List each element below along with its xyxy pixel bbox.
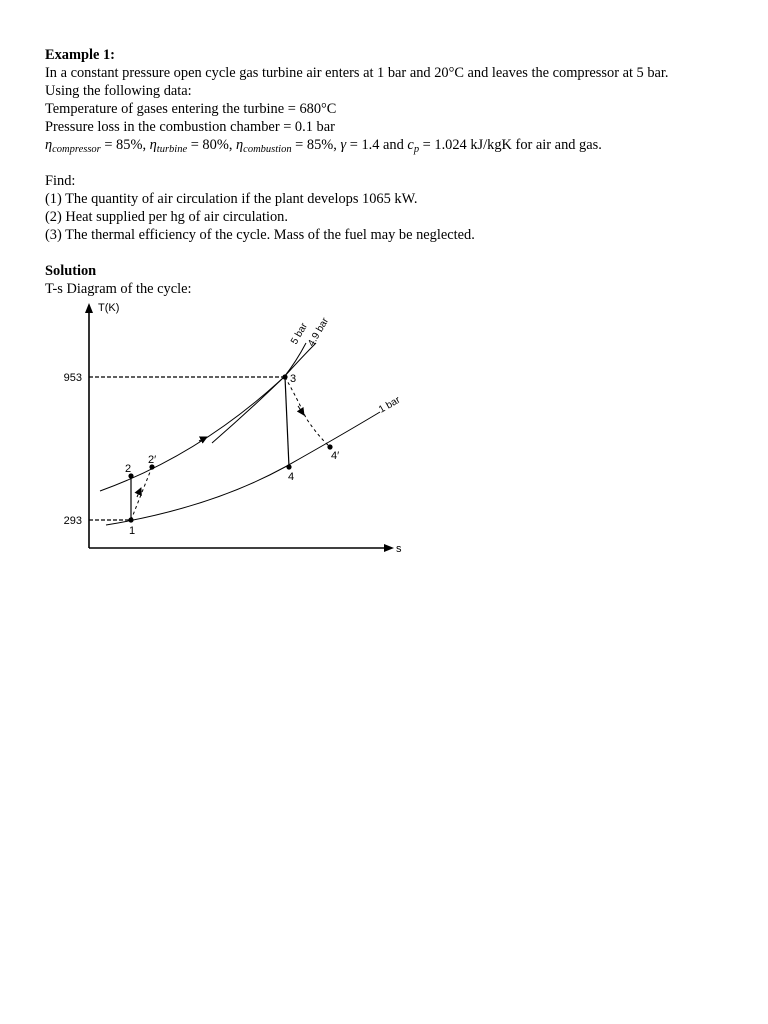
label-point-4prime: 4′ xyxy=(331,450,340,462)
process-1-2prime xyxy=(131,467,152,520)
eta-turbine-symbol: η xyxy=(149,137,157,153)
find-item-2: (2) Heat supplied per hg of air circulation. xyxy=(45,209,288,225)
isobar-1-bar xyxy=(106,412,380,525)
data-turbine-temperature: Temperature of gases entering the turbine = 680°C xyxy=(45,101,337,117)
isobar-5-bar-label: 5 bar xyxy=(289,321,310,347)
process-3-4 xyxy=(285,377,289,467)
eta-compressor-symbol: η xyxy=(45,137,53,153)
state-point-4 xyxy=(286,464,291,469)
eta-turbine-subscript: turbine xyxy=(156,144,188,155)
y-axis-arrow-icon xyxy=(85,303,93,313)
diagram-caption: T-s Diagram of the cycle: xyxy=(45,281,192,297)
ts-diagram xyxy=(55,298,415,558)
eta-combustion-subscript: combustion xyxy=(243,144,292,155)
label-point-4: 4 xyxy=(288,471,295,483)
isobar-1-bar-label: 1 bar xyxy=(377,394,403,416)
gamma-value: = 1.4 and xyxy=(346,137,408,153)
process-3-4prime xyxy=(285,377,330,447)
x-axis-arrow-icon xyxy=(384,544,394,552)
cp-subscript: p xyxy=(413,144,420,155)
intro-line-2: Using the following data: xyxy=(45,83,192,99)
example-heading: Example 1: xyxy=(45,47,115,63)
isobar-4-9-bar-label: 4.9 bar xyxy=(306,316,332,349)
solution-heading: Solution xyxy=(45,263,97,279)
state-point-1 xyxy=(128,517,133,522)
find-label: Find: xyxy=(45,173,76,189)
eta-compressor-value: = 85%, xyxy=(100,137,150,153)
label-point-1: 1 xyxy=(129,525,136,537)
y-axis-label: T(K) xyxy=(98,302,120,314)
x-axis-label: s xyxy=(396,543,402,555)
data-pressure-loss: Pressure loss in the combustion chamber = 0.1 bar xyxy=(45,119,335,135)
efficiency-line xyxy=(45,136,602,154)
tick-293: 293 xyxy=(63,515,82,527)
state-point-4prime xyxy=(327,444,332,449)
eta-turbine-value: = 80%, xyxy=(187,137,237,153)
intro-line-1: In a constant pressure open cycle gas turbine air enters at 1 bar and 20°C and leaves the compressor at 5 bar. xyxy=(45,65,669,81)
eta-compressor-subscript: compressor xyxy=(52,144,101,155)
cp-value: = 1.024 kJ/kgK for air and gas. xyxy=(419,137,602,153)
gamma-symbol: γ xyxy=(340,137,347,153)
state-point-3 xyxy=(282,374,287,379)
isobar-4-9-bar xyxy=(212,343,316,443)
tick-953: 953 xyxy=(63,372,82,384)
label-point-2prime: 2′ xyxy=(148,454,157,466)
cp-symbol: c xyxy=(407,137,414,153)
find-item-1: (1) The quantity of air circulation if the plant develops 1065 kW. xyxy=(45,191,418,207)
eta-combustion-symbol: η xyxy=(236,137,244,153)
find-item-3: (3) The thermal efficiency of the cycle. Mass of the fuel may be neglected. xyxy=(45,227,475,243)
label-point-3: 3 xyxy=(290,373,297,385)
eta-combustion-value: = 85%, xyxy=(291,137,341,153)
label-point-2: 2 xyxy=(125,463,132,475)
